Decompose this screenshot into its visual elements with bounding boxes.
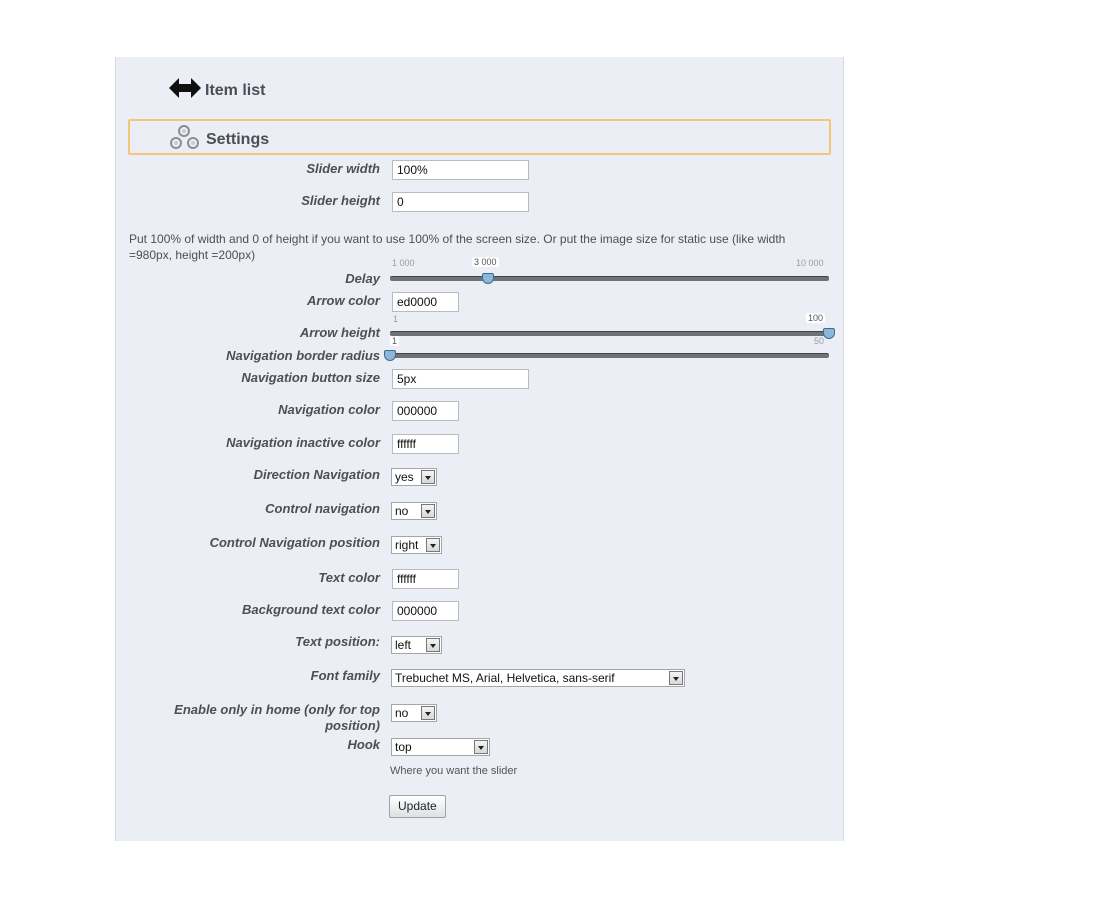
hook-label: Hook <box>347 737 380 752</box>
nav-color-label: Navigation color <box>278 402 380 417</box>
delay-max: 10 000 <box>796 258 824 268</box>
nav-border-radius-track[interactable] <box>390 353 829 358</box>
text-color-input[interactable]: ffffff <box>392 569 459 589</box>
delay-value: 3 000 <box>474 257 497 267</box>
direction-nav-value: yes <box>395 470 414 484</box>
direction-nav-label: Direction Navigation <box>253 467 380 482</box>
nav-inactive-color-label: Navigation inactive color <box>226 435 380 450</box>
text-color-label: Text color <box>318 570 380 585</box>
settings-heading: Settings <box>206 131 270 148</box>
nav-color-input[interactable]: 000000 <box>392 401 459 421</box>
bg-text-color-label: Background text color <box>242 602 380 617</box>
arrow-color-input[interactable]: ed0000 <box>392 292 459 312</box>
text-position-select[interactable] <box>391 636 442 654</box>
size-note: Put 100% of width and 0 of height if you want to use 100% of the screen size. Or put the image size for static use (like width =980px, height =200px) <box>129 232 786 262</box>
text-position-value: left <box>395 638 412 652</box>
bg-text-color-input[interactable]: 000000 <box>392 601 459 621</box>
arrow-height-label: Arrow height <box>299 325 380 340</box>
control-nav-position-value: right <box>395 538 419 552</box>
chevron-down-icon[interactable] <box>426 638 440 652</box>
control-nav-position-label: Control Navigation position <box>209 535 380 550</box>
slider-width-input[interactable]: 100% <box>392 160 529 180</box>
gears-icon <box>168 122 202 157</box>
control-nav-position-select[interactable] <box>391 536 442 554</box>
control-nav-select[interactable] <box>391 502 437 520</box>
nav-border-radius-max: 50 <box>814 336 825 346</box>
delay-handle[interactable] <box>482 273 494 284</box>
control-nav-label: Control navigation <box>265 501 380 516</box>
slider-height-label: Slider height <box>301 193 380 208</box>
nav-border-radius-handle[interactable] <box>384 350 396 361</box>
settings-panel <box>115 57 844 841</box>
arrow-height-min: 1 <box>393 314 399 324</box>
hook-value: top <box>395 740 412 754</box>
font-family-select[interactable] <box>391 669 685 687</box>
text-position-label: Text position: <box>295 634 380 649</box>
enable-home-value: no <box>395 706 409 720</box>
delay-label: Delay <box>345 271 380 286</box>
hook-hint: Where you want the slider <box>390 765 518 777</box>
slider-width-label: Slider width <box>306 161 380 176</box>
enable-home-select[interactable] <box>391 704 437 722</box>
slider-height-input[interactable]: 0 <box>392 192 529 212</box>
control-nav-value: no <box>395 504 409 518</box>
arrow-color-label: Arrow color <box>307 293 380 308</box>
delay-track[interactable] <box>390 276 829 281</box>
chevron-down-icon[interactable] <box>421 470 435 484</box>
arrow-height-track[interactable] <box>390 331 829 336</box>
chevron-down-icon[interactable] <box>669 671 683 685</box>
direction-nav-select[interactable] <box>391 468 437 486</box>
chevron-down-icon[interactable] <box>421 504 435 518</box>
chevron-down-icon[interactable] <box>421 706 435 720</box>
nav-inactive-color-input[interactable]: ffffff <box>392 434 459 454</box>
nav-border-radius-label: Navigation border radius <box>226 348 380 363</box>
font-family-label: Font family <box>310 668 380 683</box>
enable-home-label: Enable only in home (only for top position) <box>174 702 380 733</box>
font-family-value: Trebuchet MS, Arial, Helvetica, sans-serif <box>395 671 615 685</box>
arrows-icon <box>169 77 201 104</box>
hook-select[interactable] <box>391 738 490 756</box>
item-list-heading[interactable]: Item list <box>205 82 266 99</box>
chevron-down-icon[interactable] <box>426 538 440 552</box>
arrow-height-value: 100 <box>808 313 824 323</box>
nav-button-size-input[interactable]: 5px <box>392 369 529 389</box>
update-button[interactable]: Update <box>389 795 446 818</box>
nav-button-size-label: Navigation button size <box>241 370 380 385</box>
nav-border-radius-value: 1 <box>392 336 398 346</box>
chevron-down-icon[interactable] <box>474 740 488 754</box>
delay-min: 1 000 <box>392 258 415 268</box>
arrow-height-handle[interactable] <box>823 328 835 339</box>
